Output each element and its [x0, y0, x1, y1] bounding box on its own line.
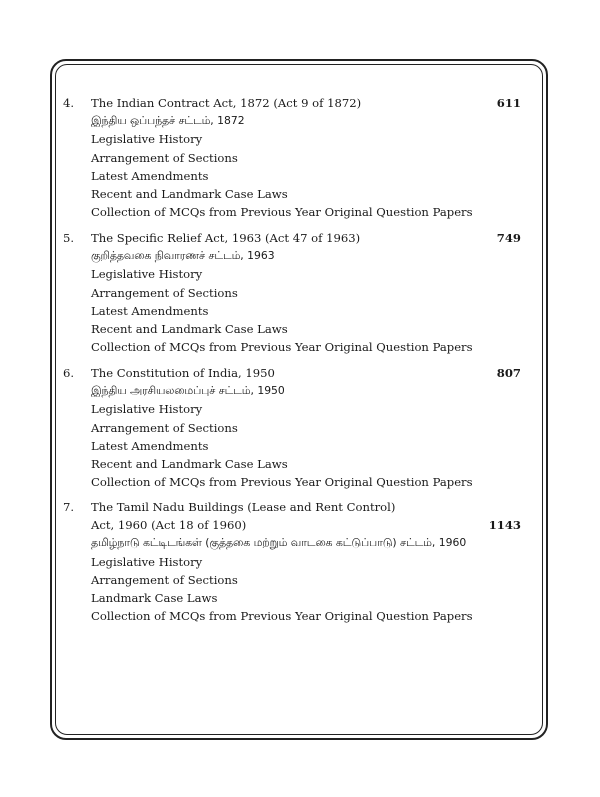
entry-number: 5. [63, 231, 75, 245]
list-item: Latest Amendments [91, 168, 209, 183]
entry-title-continued: Act, 1960 (Act 18 of 1960) [91, 518, 247, 533]
entry-number: 6. [63, 366, 75, 380]
entry-title: The Indian Contract Act, 1872 (Act 9 of 1872) [91, 96, 362, 110]
toc-entry-7 [63, 498, 523, 625]
list-item: Arrangement of Sections [91, 150, 238, 165]
list-item: Recent and Landmark Case Laws [91, 321, 288, 336]
entry-tamil-title: குறித்தவகை நிவாரணச் சட்டம், 1963 [91, 249, 275, 263]
list-item: Landmark Case Laws [91, 590, 218, 605]
list-item: Legislative History [91, 554, 203, 569]
list-item: Legislative History [91, 267, 203, 282]
entry-title: The Tamil Nadu Buildings (Lease and Rent Control) [91, 500, 396, 514]
entry-title: The Specific Relief Act, 1963 (Act 47 of 1963) [91, 231, 361, 245]
entry-tamil-title: இந்திய ஒப்பந்தச் சட்டம், 1872 [91, 114, 245, 128]
list-item: Legislative History [91, 132, 203, 147]
entry-tamil-title: இந்திய அரசியலமைப்புச் சட்டம், 1950 [91, 384, 285, 398]
list-item: Recent and Landmark Case Laws [91, 186, 288, 201]
entry-page-number: 807 [496, 366, 521, 380]
toc-entry-5 [63, 229, 523, 356]
entry-title: The Constitution of India, 1950 [91, 366, 275, 380]
list-item: Collection of MCQs from Previous Year Original Question Papers [91, 609, 473, 624]
list-item: Recent and Landmark Case Laws [91, 456, 288, 471]
list-item: Collection of MCQs from Previous Year Original Question Papers [91, 205, 473, 220]
list-item: Arrangement of Sections [91, 420, 238, 435]
entry-page-number: 611 [496, 96, 521, 110]
toc-entry-4 [63, 94, 523, 221]
entry-page-number: 1143 [488, 518, 521, 533]
list-item: Collection of MCQs from Previous Year Original Question Papers [91, 475, 473, 490]
list-item: Legislative History [91, 402, 203, 417]
entry-page-number: 749 [496, 231, 521, 245]
list-item: Collection of MCQs from Previous Year Original Question Papers [91, 340, 473, 355]
list-item: Latest Amendments [91, 303, 209, 318]
entry-number: 7. [63, 500, 75, 514]
entry-tamil-title: தமிழ்நாடு கட்டிடங்கள் (குத்தகை மற்றும் வாடகை கட்டுப்பாடு) சட்டம், 1960 [91, 536, 467, 550]
list-item: Latest Amendments [91, 438, 209, 453]
entry-number: 4. [63, 96, 75, 110]
list-item: Arrangement of Sections [91, 572, 238, 587]
list-item: Arrangement of Sections [91, 285, 238, 300]
toc-entry-6 [63, 364, 523, 491]
